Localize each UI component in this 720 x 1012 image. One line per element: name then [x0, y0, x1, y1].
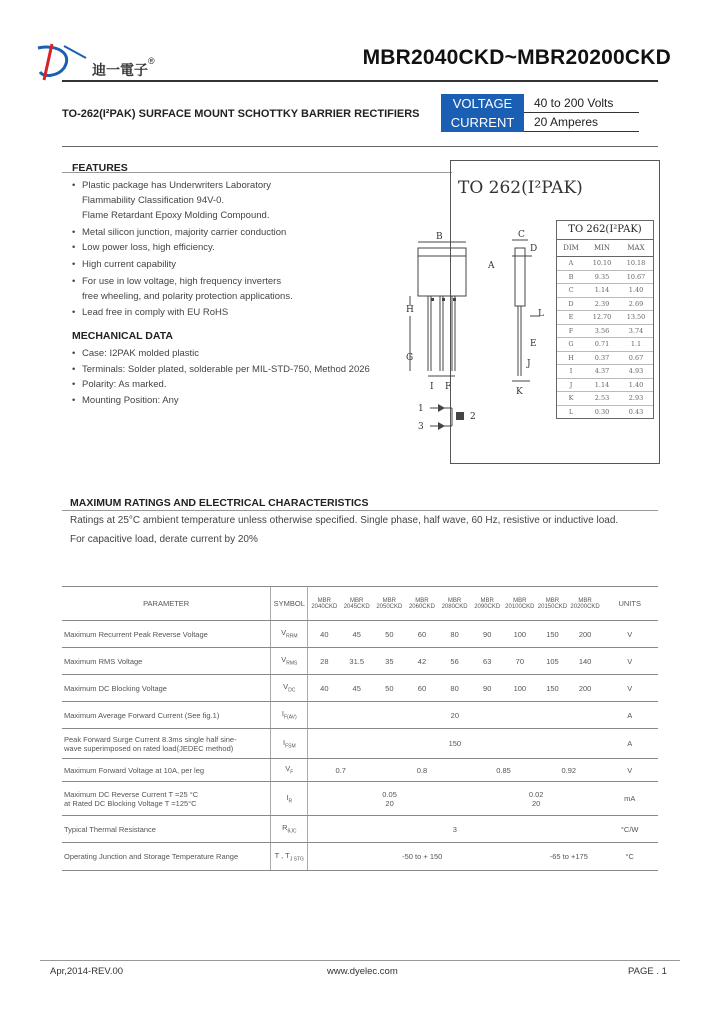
- max-cell: 13.50: [626, 313, 646, 321]
- mechanical-item: • Case: I2PAK molded plastic: [72, 346, 442, 362]
- features-list: [72, 178, 442, 320]
- max-cell: 3.74: [628, 326, 644, 335]
- dim-cell: G: [568, 340, 574, 348]
- mechanical-item: • Mounting Position: Any: [72, 393, 442, 409]
- footer-revision: Apr,2014-REV.00: [50, 966, 124, 977]
- part-header: MBR 2090CKD: [471, 587, 504, 621]
- value-cell: 3: [308, 816, 602, 843]
- table-row-tj: [62, 843, 658, 871]
- max-cell: 0.43: [628, 407, 644, 416]
- table-row-ir: [62, 782, 658, 816]
- min-cell: 2.53: [594, 394, 610, 402]
- dim-cell: D: [568, 299, 574, 308]
- value-cell: 45: [340, 621, 373, 648]
- value-cell: 28: [308, 648, 341, 675]
- features-heading: FEATURES: [72, 162, 128, 174]
- dim-cell: B: [568, 272, 574, 281]
- value-cell: 80: [438, 621, 471, 648]
- value-cell: 40: [308, 675, 341, 702]
- unit-cell: °C: [601, 843, 658, 871]
- table-row-ifsm: [62, 729, 658, 759]
- value-cell: 50: [373, 675, 406, 702]
- ratings-note-1: Ratings at 25°C ambient temperature unless otherwise specified. Single phase, half wave, 60 Hz, resistive or inductive load.: [70, 515, 619, 526]
- min-cell: 1.14: [594, 286, 610, 294]
- dimension-row: [557, 352, 653, 366]
- min-cell: 12.70: [592, 313, 612, 321]
- dimension-row: [557, 338, 653, 352]
- value-cell: 90: [471, 621, 504, 648]
- part-header: MBR 20150CKD: [536, 587, 569, 621]
- min-cell: 4.37: [594, 367, 610, 375]
- part-header: MBR 2080CKD: [438, 587, 471, 621]
- max-cell: 1.1: [630, 340, 642, 348]
- min-cell: 10.10: [592, 259, 612, 267]
- param-cell: Peak Forward Surge Current 8.3ms single half sine- wave superimposed on rated load(JEDEC method): [62, 729, 271, 759]
- value-cell: 31.5: [340, 648, 373, 675]
- symbol-cell: $R_{\theta JC}$: [271, 816, 308, 843]
- package-label-a: A: [488, 261, 495, 271]
- unit-cell: mA: [601, 782, 658, 816]
- dimension-row: [557, 257, 653, 271]
- symbol-cell: $V_{DC}$: [271, 675, 308, 702]
- param-cell: Maximum DC Blocking Voltage: [62, 675, 271, 702]
- dim-cell: F: [568, 326, 574, 335]
- mechanical-item: • Polarity: As marked.: [72, 377, 442, 393]
- max-cell: 4.93: [628, 367, 644, 375]
- unit-cell: V: [601, 648, 658, 675]
- value-cell: 200: [569, 675, 602, 702]
- value-cell: 70: [504, 648, 537, 675]
- value-cell: 56: [438, 648, 471, 675]
- pin-3-label: 3: [418, 422, 424, 432]
- value-cell: 50: [373, 621, 406, 648]
- package-outline-drawing: [400, 226, 555, 444]
- dim-cell: L: [568, 407, 574, 416]
- max-cell: 0.67: [628, 353, 644, 362]
- current-value: 20 Amperes: [524, 113, 639, 132]
- value-cell: 100: [504, 675, 537, 702]
- value-cell: -65 to +175: [536, 843, 601, 871]
- param-cell: Maximum RMS Voltage: [62, 648, 271, 675]
- value-cell: 42: [406, 648, 439, 675]
- units-header: UNITS: [601, 587, 658, 621]
- value-cell: 35: [373, 648, 406, 675]
- table-row-vf: [62, 759, 658, 782]
- param-cell: Maximum Average Forward Current (See fig.1): [62, 702, 271, 729]
- symbol-cell: $V_F$: [271, 759, 308, 782]
- max-cell: 10.67: [626, 272, 646, 281]
- value-cell: 20: [308, 702, 602, 729]
- unit-cell: A: [601, 729, 658, 759]
- part-header: MBR 2045CKD: [340, 587, 373, 621]
- package-label-h: H: [406, 305, 414, 315]
- min-cell: 0.37: [594, 353, 610, 362]
- footer-website[interactable]: www.dyelec.com: [327, 966, 398, 977]
- dimension-row: [557, 271, 653, 285]
- package-label-i: I: [430, 382, 434, 392]
- footer-page-number: PAGE . 1: [628, 966, 667, 977]
- package-title: TO 262(I²PAK): [458, 178, 583, 198]
- table-row-vrms: [62, 648, 658, 675]
- feature-item: free wheeling, and polarity protection applications.: [82, 291, 293, 302]
- ratings-note-2: For capacitive load, derate current by 20%: [70, 534, 258, 545]
- dimension-table-body: [557, 257, 653, 418]
- current-label: CURRENT: [441, 113, 524, 132]
- max-cell: 10.18: [626, 259, 646, 267]
- spec-summary-box: [441, 94, 639, 132]
- package-label-b: B: [436, 232, 443, 242]
- mechanical-item: • Terminals: Solder plated, solderable per MIL-STD-750, Method 2026: [72, 362, 442, 378]
- dimension-row: [557, 365, 653, 379]
- part-header: MBR 20100CKD: [504, 587, 537, 621]
- symbol-cell: $V_{RRM}$: [271, 621, 308, 648]
- table-row-rth: [62, 816, 658, 843]
- unit-cell: °C/W: [601, 816, 658, 843]
- symbol-cell: $I_R$: [271, 782, 308, 816]
- max-cell: 2.69: [628, 299, 644, 308]
- table-row-iav: [62, 702, 658, 729]
- package-label-l: L: [538, 309, 544, 319]
- ratings-divider: [62, 510, 658, 511]
- symbol-cell: $I_{F(AV)}$: [271, 702, 308, 729]
- feature-item: • Lead free in comply with EU RoHS: [72, 305, 442, 320]
- param-cell: Maximum Forward Voltage at 10A, per leg: [62, 759, 271, 782]
- dim-cell: C: [568, 286, 574, 294]
- unit-cell: A: [601, 702, 658, 729]
- document-subtitle: TO-262(I²PAK) SURFACE MOUNT SCHOTTKY BARRIER RECTIFIERS: [62, 108, 420, 120]
- package-label-j: J: [527, 359, 531, 369]
- value-cell: 80: [438, 675, 471, 702]
- min-cell: 2.39: [594, 299, 610, 308]
- max-header: MAX: [627, 244, 645, 252]
- package-label-g: G: [406, 353, 414, 363]
- value-cell: 0.8: [373, 759, 471, 782]
- dimension-row: [557, 392, 653, 406]
- max-cell: 1.40: [628, 380, 644, 389]
- dim-cell: K: [568, 394, 574, 402]
- dim-cell: H: [568, 353, 574, 362]
- dimension-table-header: [557, 240, 653, 257]
- symbol-cell: $I_{FSM}$: [271, 729, 308, 759]
- min-cell: 0.71: [594, 340, 610, 348]
- title-divider: [62, 80, 658, 82]
- min-cell: 1.14: [594, 380, 610, 389]
- brand-name: 迪一電子: [92, 63, 148, 79]
- min-cell: 9.35: [594, 272, 610, 281]
- header-divider: [62, 146, 658, 147]
- min-cell: 3.56: [594, 326, 610, 335]
- value-cell: -50 to + 150: [308, 843, 536, 871]
- feature-item: • Metal silicon junction, majority carrier conduction: [72, 225, 442, 240]
- table-row-vdc: [62, 675, 658, 702]
- dim-header: DIM: [563, 244, 579, 252]
- value-cell: 150: [308, 729, 602, 759]
- param-cell: Typical Thermal Resistance: [62, 816, 271, 843]
- dimension-row: [557, 284, 653, 298]
- param-cell: Maximum Recurrent Peak Reverse Voltage: [62, 621, 271, 648]
- min-cell: 0.30: [594, 407, 610, 416]
- pin-2-label: 2: [470, 412, 476, 422]
- min-header: MIN: [593, 244, 611, 252]
- voltage-value: 40 to 200 Volts: [524, 94, 639, 113]
- dimension-row: [557, 325, 653, 339]
- dimension-row: [557, 298, 653, 312]
- unit-cell: V: [601, 759, 658, 782]
- max-cell: 1.40: [628, 286, 644, 294]
- pin-1-label: 1: [418, 404, 424, 414]
- dimension-table-title: TO 262(I²PAK): [557, 221, 653, 240]
- param-cell: Maximum DC Reverse Current T =25 °C at Rated DC Blocking Voltage T =125°C: [62, 782, 271, 816]
- value-cell: 105: [536, 648, 569, 675]
- symbol-cell: $V_{RMS}$: [271, 648, 308, 675]
- package-label-k: K: [516, 387, 523, 397]
- symbol-header: SYMBOL: [271, 587, 308, 621]
- feature-item: Flame Retardant Epoxy Molding Compound.: [82, 210, 270, 221]
- unit-cell: V: [601, 621, 658, 648]
- value-cell: 0.05 20: [308, 782, 471, 816]
- voltage-label: VOLTAGE: [441, 94, 524, 113]
- value-cell: 200: [569, 621, 602, 648]
- footer-divider: [40, 960, 680, 961]
- mechanical-list: [72, 346, 442, 408]
- feature-item: Flammability Classification 94V-0.: [82, 195, 225, 206]
- unit-cell: V: [601, 675, 658, 702]
- value-cell: 0.02 20: [471, 782, 602, 816]
- value-cell: 60: [406, 675, 439, 702]
- value-cell: 40: [308, 621, 341, 648]
- value-cell: 60: [406, 621, 439, 648]
- feature-item: • For use in low voltage, high frequency inverters: [72, 274, 442, 289]
- feature-item: • Low power loss, high efficiency.: [72, 240, 442, 255]
- dim-cell: A: [568, 259, 574, 267]
- part-header: MBR 2060CKD: [406, 587, 439, 621]
- dimension-row: [557, 406, 653, 419]
- brand-registered-mark: ®: [148, 56, 155, 66]
- value-cell: 90: [471, 675, 504, 702]
- dim-cell: E: [568, 313, 574, 321]
- feature-item: • High current capability: [72, 257, 442, 272]
- part-header: MBR 20200CKD: [569, 587, 602, 621]
- ratings-heading: MAXIMUM RATINGS AND ELECTRICAL CHARACTERISTICS: [70, 497, 369, 509]
- package-label-f: F: [445, 382, 452, 392]
- document-title: MBR2040CKD~MBR20200CKD: [362, 46, 671, 69]
- feature-item: • Plastic package has Underwriters Laboratory: [72, 178, 442, 193]
- table-row-vrrm: [62, 621, 658, 648]
- ratings-header-row: [62, 587, 658, 621]
- dim-cell: J: [569, 380, 573, 389]
- max-cell: 2.93: [628, 394, 644, 402]
- dimension-row: [557, 311, 653, 325]
- value-cell: 100: [504, 621, 537, 648]
- value-cell: 140: [569, 648, 602, 675]
- value-cell: 0.7: [308, 759, 373, 782]
- value-cell: 150: [536, 675, 569, 702]
- value-cell: 63: [471, 648, 504, 675]
- parameter-header: PARAMETER: [62, 587, 271, 621]
- param-cell: Operating Junction and Storage Temperature Range: [62, 843, 271, 871]
- package-label-d: D: [530, 244, 538, 254]
- part-header: MBR 2050CKD: [373, 587, 406, 621]
- part-header: MBR 2040CKD: [308, 587, 341, 621]
- value-cell: 0.92: [536, 759, 601, 782]
- package-label-e: E: [530, 339, 537, 349]
- value-cell: 45: [340, 675, 373, 702]
- ratings-table: [62, 586, 658, 871]
- symbol-cell: T , $T_{J STG}$: [271, 843, 308, 871]
- dimension-row: [557, 379, 653, 393]
- features-divider: [62, 172, 452, 173]
- dim-cell: I: [569, 367, 573, 375]
- value-cell: 150: [536, 621, 569, 648]
- package-label-c: C: [518, 230, 525, 240]
- value-cell: 0.85: [471, 759, 536, 782]
- mechanical-heading: MECHANICAL DATA: [72, 330, 173, 342]
- dimension-table: [556, 220, 654, 419]
